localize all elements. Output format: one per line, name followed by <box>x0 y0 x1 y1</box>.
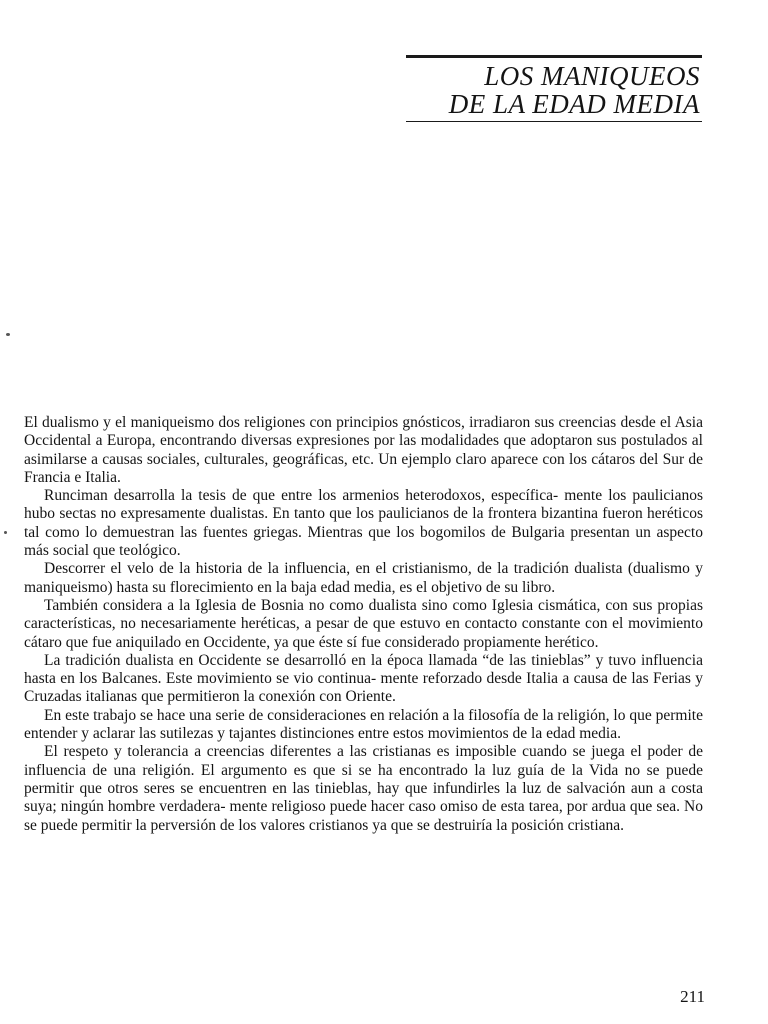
paragraph: En este trabajo se hace una serie de consideraciones en relación a la filosofía de la religión, lo que permite entender y aclarar las sutilezas y tajantes distinciones entre estos movimientos de la edad media. <box>24 706 703 743</box>
paragraph: El dualismo y el maniqueismo dos religiones con principios gnósticos, irradiaron sus creencias desde el Asia Occidental a Europa, encontrando diversas expresiones por las modalidades que adoptaron sus postulados al asimilarse a causas sociales, culturales, geográficas, etc. Un ejemplo claro aparece con los cátaros del Sur de Francia e Italia. <box>24 414 703 486</box>
paragraph: También considera a la Iglesia de Bosnia no como dualista sino como Iglesia cismática, con sus propias características, no necesariamente heréticas, a pesar de que estuvo en contacto constante con el movimiento cátaro que fue aniquilado en Occidente, ya que éste sí fue considerado propiamente herético. <box>24 596 703 651</box>
paragraph: La tradición dualista en Occidente se desarrolló en la época llamada “de las tinieblas” y tuvo influencia hasta en los Balcanes. Este movimiento se vio continua- mente reforzado desde Italia a causa de las Ferias y Cruzadas italianas que permitieron la conexión con Oriente. <box>24 651 703 706</box>
scan-speck <box>4 531 7 534</box>
paragraph: Runciman desarrolla la tesis de que entre los armenios heterodoxos, específica- mente los paulicianos hubo sectas no expresamente dualistas. En tanto que los paulicianos de la frontera bizantina fueron heréticos tal como lo demuestran las fuentes griegas. Mientras que los bogomilos de Bulgaria presentan un aspecto más social que teológico. <box>24 487 703 560</box>
heading-bottom-rule <box>406 121 702 122</box>
heading-line-2: DE LA EDAD MEDIA <box>448 89 700 119</box>
paragraph: El respeto y tolerancia a creencias diferentes a las cristianas es imposible cuando se juega el poder de influencia de una religión. El argumento es que si se ha encontrado la luz guía de la Vida no se puede permitir que otros seres se encuentren en las tinieblas, hay que infundirles la luz de salvación aun a costa suya; ningún hombre verdadera- mente religioso puede hacer caso omiso de esta tarea, por ardua que sea. No se puede permitir la perversión de los valores cristianos ya que se destruiría la posición cristiana. <box>24 743 703 834</box>
heading-line-1: LOS MANIQUEOS <box>484 61 700 91</box>
page-number: 211 <box>680 987 705 1006</box>
chapter-heading <box>406 55 702 122</box>
scan-speck <box>6 333 10 336</box>
paragraph: Descorrer el velo de la historia de la influencia, en el cristianismo, de la tradición dualista (dualismo y maniqueismo) hasta su florecimiento en la baja edad media, es el objetivo de su libro. <box>24 560 703 596</box>
body-text <box>24 414 703 835</box>
heading-top-rule <box>406 55 702 58</box>
